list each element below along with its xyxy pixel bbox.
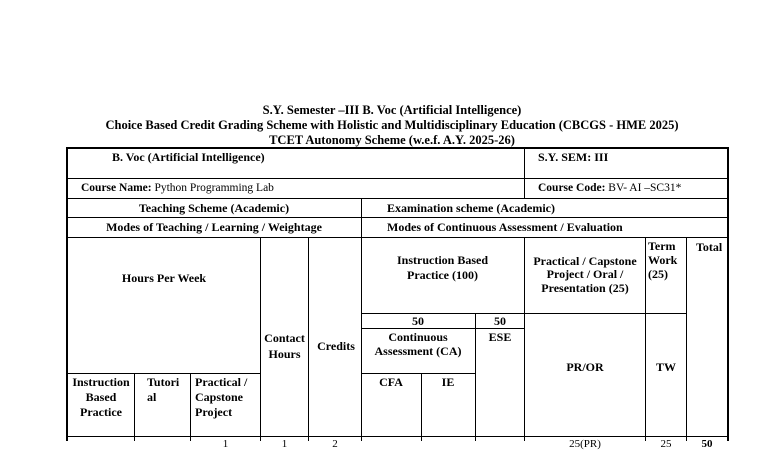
col-line	[260, 237, 261, 441]
ese: ESE	[488, 330, 512, 344]
ese-marks: 50	[494, 314, 506, 328]
row-line	[66, 373, 260, 374]
value-contact: 1	[281, 438, 288, 450]
tw: TW	[655, 360, 676, 374]
col-line	[524, 147, 525, 198]
course-code	[538, 181, 681, 195]
row-line	[361, 328, 525, 329]
continuous-assessment: Continuous Assessment (CA)	[374, 330, 462, 358]
col-line	[645, 237, 646, 441]
col-line	[524, 237, 525, 441]
table-right-border	[727, 147, 729, 441]
col-line	[686, 237, 687, 441]
course-name	[81, 181, 274, 195]
total-header: Total	[696, 240, 723, 254]
program-name: B. Voc (Artificial Intelligence)	[112, 150, 265, 164]
value-pr-or: 25(PR)	[569, 438, 601, 450]
instruction-based-practice: Instruction Based Practice (100)	[396, 253, 488, 282]
value-practical: 1	[222, 438, 229, 450]
col-line	[134, 373, 135, 441]
pr-or: PR/OR	[566, 360, 604, 374]
title-line-1: S.Y. Semester –III B. Voc (Artificial Intelligence)	[262, 103, 522, 117]
col-line	[308, 237, 309, 441]
table-top-border	[66, 147, 729, 149]
semester: S.Y. SEM: III	[538, 150, 609, 164]
value-tw: 25	[660, 438, 672, 450]
row-line	[66, 217, 729, 218]
ca-marks: 50	[412, 314, 424, 328]
credits: Credits	[317, 339, 355, 353]
contact-hours: Contact Hours	[264, 331, 305, 361]
row-line	[66, 237, 729, 238]
title-line-3: TCET Autonomy Scheme (w.e.f. A.Y. 2025-26)	[269, 133, 515, 147]
teaching-modes: Modes of Teaching / Learning / Weightage	[106, 220, 322, 234]
course-code-label: Course Code:	[538, 182, 606, 194]
row-line	[66, 198, 729, 199]
ie: IE	[441, 375, 455, 389]
course-name-value: Python Programming Lab	[154, 182, 274, 194]
cfa: CFA	[379, 375, 403, 389]
assessment-modes: Modes of Continuous Assessment / Evaluation	[387, 220, 623, 234]
sub-practical-capstone: Practical / Capstone Project	[195, 375, 248, 419]
row-line	[66, 178, 729, 179]
col-line	[190, 373, 191, 441]
teaching-scheme: Teaching Scheme (Academic)	[138, 201, 290, 215]
course-name-label: Course Name:	[81, 182, 152, 194]
course-code-value: BV- AI –SC31*	[608, 182, 682, 194]
sub-tutorial: Tutorial	[147, 375, 180, 404]
examination-scheme: Examination scheme (Academic)	[387, 201, 555, 215]
row-line	[361, 373, 475, 374]
practical-capstone-header: Practical / Capstone Project / Oral / Presentation (25)	[533, 253, 637, 295]
term-work-header: Term Work (25)	[648, 239, 678, 282]
hours-per-week: Hours Per Week	[121, 271, 207, 285]
title-line-2: Choice Based Credit Grading Scheme with Holistic and Multidisciplinary Education (CBCGS - HME 2025)	[105, 118, 679, 132]
value-credits: 2	[332, 438, 338, 450]
sub-instruction-based-practice: Instruction Based Practice	[72, 375, 130, 419]
value-total: 50	[701, 438, 713, 450]
